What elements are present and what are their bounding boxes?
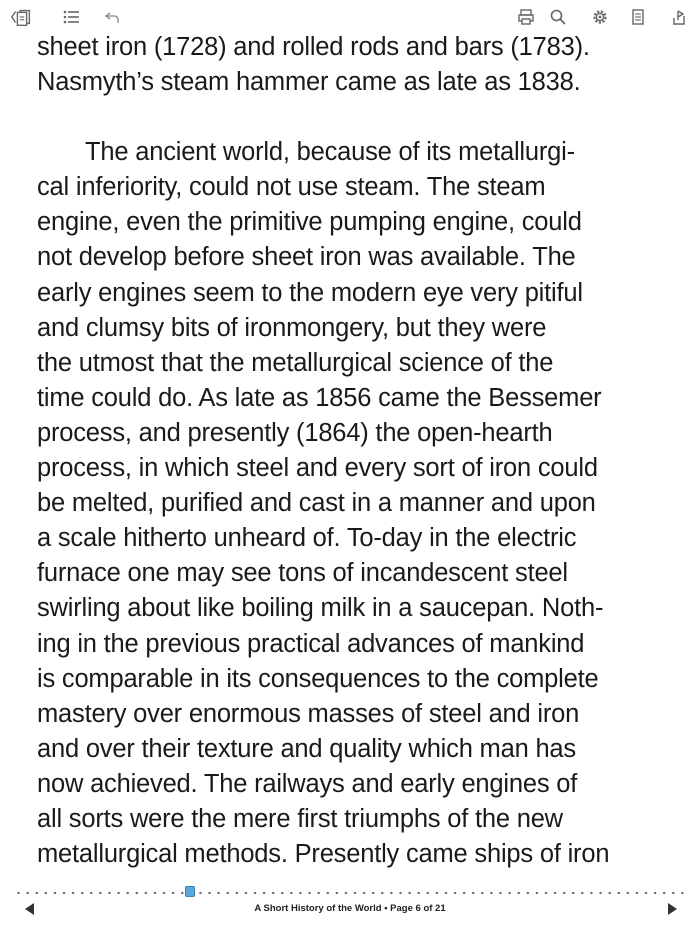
page-scrubber[interactable] [14,889,686,897]
page-indicator: A Short History of the World • Page 6 of 21 [254,903,446,914]
text-line: is comparable in its consequences to the complete [37,664,599,693]
text-line: The ancient world, because of its metallurgi- [85,138,575,167]
text-line: all sorts were the mere first triumphs of the new [37,804,563,833]
scrubber-thumb[interactable] [185,886,195,897]
search-icon[interactable] [546,6,570,28]
print-icon[interactable] [514,6,538,28]
text-line: now achieved. The railways and early engines of [37,769,578,798]
text-line: process, and presently (1864) the open-hearth [37,418,553,447]
library-back-icon[interactable] [10,6,34,28]
settings-gear-icon[interactable] [588,6,612,28]
undo-icon[interactable] [101,6,125,28]
toolbar [0,0,700,34]
text-line: Nasmyth’s steam hammer came as late as 1838. [37,68,581,97]
text-line: ing in the previous practical advances of mankind [37,629,585,658]
text-line: furnace one may see tons of incandescent steel [37,559,568,588]
text-line: early engines seem to the modern eye very pitiful [37,278,583,307]
text-line: sheet iron (1728) and rolled rods and bars (1783). [37,33,590,61]
text-line: the utmost that the metallurgical science of the [37,348,554,377]
text-line: process, in which steel and every sort of iron could [37,454,598,483]
text-line: swirling about like boiling milk in a saucepan. Noth- [37,594,604,623]
text-line: be melted, purified and cast in a manner and upon [37,489,596,518]
table-of-contents-icon[interactable] [60,6,84,28]
text-line: engine, even the primitive pumping engine, could [37,208,582,237]
text-line: metallurgical methods. Presently came ships of iron [37,840,610,869]
page-text [37,30,677,872]
next-page-arrow-icon[interactable] [664,901,680,917]
share-icon[interactable] [666,6,690,28]
text-line: time could do. As late as 1856 came the Bessemer [37,383,602,412]
notes-icon[interactable] [626,6,650,28]
text-line: mastery over enormous masses of steel and iron [37,699,580,728]
text-line: a scale hitherto unheard of. To-day in the electric [37,524,577,553]
text-line: not develop before sheet iron was available. The [37,243,576,272]
text-line: and over their texture and quality which man has [37,734,576,763]
text-line: and clumsy bits of ironmongery, but they were [37,313,547,342]
paragraph-gap [37,100,677,135]
text-line: cal inferiority, could not use steam. The steam [37,173,546,202]
